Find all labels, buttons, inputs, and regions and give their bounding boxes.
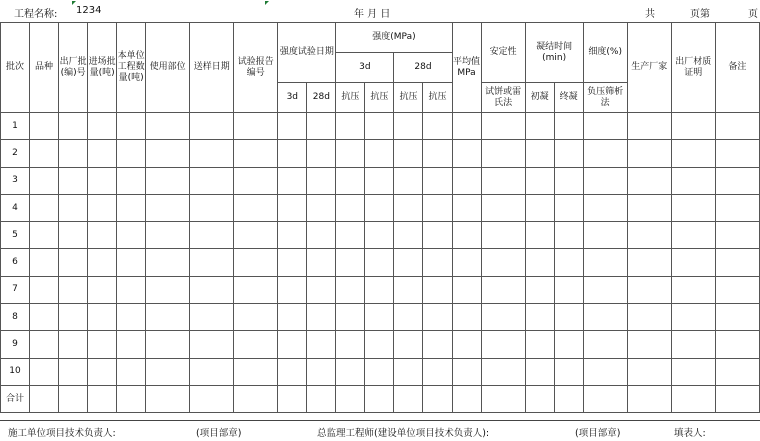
table-cell[interactable] <box>423 113 452 140</box>
table-cell[interactable] <box>278 194 307 221</box>
table-cell[interactable] <box>671 358 715 385</box>
table-cell[interactable] <box>146 304 190 331</box>
table-row <box>1 194 760 221</box>
table-row <box>1 113 760 140</box>
table-cell[interactable] <box>278 385 307 412</box>
table-cell[interactable] <box>671 222 715 249</box>
table-cell[interactable] <box>234 276 278 303</box>
table-cell[interactable] <box>525 249 554 276</box>
col-test-3d: 3d <box>278 83 307 113</box>
table-cell[interactable] <box>146 358 190 385</box>
table-cell[interactable] <box>481 304 525 331</box>
col-strength-test-date: 强度试验日期 <box>278 23 336 83</box>
table-cell[interactable] <box>583 222 627 249</box>
col-remarks: 备注 <box>715 23 759 113</box>
table-row <box>1 222 760 249</box>
header-bar <box>0 0 760 23</box>
table-cell[interactable] <box>30 331 59 358</box>
table-cell[interactable] <box>88 385 117 412</box>
table-cell[interactable] <box>394 113 423 140</box>
table-cell[interactable] <box>627 167 671 194</box>
table-cell[interactable] <box>88 113 117 140</box>
col-sample-date: 送样日期 <box>190 23 234 113</box>
table-cell[interactable] <box>583 194 627 221</box>
table-cell[interactable] <box>117 276 146 303</box>
table-cell[interactable] <box>627 304 671 331</box>
table-cell[interactable] <box>117 358 146 385</box>
col-certificate: 出厂材质证明 <box>671 23 715 113</box>
table-cell[interactable] <box>481 276 525 303</box>
table-cell[interactable] <box>423 358 452 385</box>
table-cell[interactable] <box>30 249 59 276</box>
table-cell[interactable] <box>30 194 59 221</box>
table-cell[interactable] <box>715 249 759 276</box>
table-cell[interactable] <box>423 385 452 412</box>
table-cell[interactable] <box>146 194 190 221</box>
table-cell[interactable] <box>117 140 146 167</box>
table-cell[interactable] <box>627 358 671 385</box>
table-cell[interactable] <box>583 167 627 194</box>
table-cell[interactable] <box>627 222 671 249</box>
table-cell[interactable] <box>336 249 365 276</box>
table-cell[interactable] <box>30 167 59 194</box>
table-cell[interactable] <box>146 140 190 167</box>
table-cell[interactable] <box>117 222 146 249</box>
table-cell[interactable] <box>394 194 423 221</box>
table-cell[interactable] <box>525 358 554 385</box>
table-cell[interactable] <box>278 331 307 358</box>
col-kangya-2: 抗压 <box>365 83 394 113</box>
construction-lead-label: 施工单位项目技术负责人: <box>8 428 116 439</box>
table-cell[interactable] <box>671 331 715 358</box>
table-cell[interactable] <box>307 194 336 221</box>
table-cell[interactable] <box>423 304 452 331</box>
table-cell[interactable] <box>59 385 88 412</box>
table-cell[interactable] <box>190 140 234 167</box>
table-cell[interactable] <box>307 140 336 167</box>
table-cell[interactable] <box>278 276 307 303</box>
table-cell[interactable] <box>117 113 146 140</box>
table-cell[interactable] <box>117 304 146 331</box>
table-cell[interactable] <box>715 358 759 385</box>
seal-label-2: (项目部章) <box>575 428 621 439</box>
col-variety: 品种 <box>30 23 59 113</box>
table-cell[interactable] <box>88 331 117 358</box>
table-cell[interactable] <box>307 331 336 358</box>
table-cell[interactable] <box>365 331 394 358</box>
row-batch-number: 6 <box>1 249 30 276</box>
table-cell[interactable] <box>146 167 190 194</box>
row-batch-number: 1 <box>1 113 30 140</box>
table-cell[interactable] <box>394 276 423 303</box>
table-cell[interactable] <box>59 140 88 167</box>
table-cell[interactable] <box>117 167 146 194</box>
col-batch: 批次 <box>1 23 30 113</box>
total-row <box>1 385 760 412</box>
table-cell[interactable] <box>234 113 278 140</box>
table-cell[interactable] <box>146 331 190 358</box>
col-kangya-4: 抗压 <box>423 83 452 113</box>
table-cell[interactable] <box>59 167 88 194</box>
table-cell[interactable] <box>190 304 234 331</box>
table-cell[interactable] <box>59 358 88 385</box>
table-cell[interactable] <box>365 304 394 331</box>
table-cell[interactable] <box>59 113 88 140</box>
table-cell[interactable] <box>627 331 671 358</box>
table-cell[interactable] <box>423 249 452 276</box>
table-cell[interactable] <box>525 304 554 331</box>
table-cell[interactable] <box>423 167 452 194</box>
table-cell[interactable] <box>525 385 554 412</box>
test-record-table <box>0 22 760 413</box>
table-cell[interactable] <box>234 222 278 249</box>
table-cell[interactable] <box>423 276 452 303</box>
table-cell[interactable] <box>365 222 394 249</box>
table-cell[interactable] <box>627 194 671 221</box>
table-cell[interactable] <box>715 140 759 167</box>
table-cell[interactable] <box>423 222 452 249</box>
table-cell[interactable] <box>394 304 423 331</box>
supervisor-label: 总监理工程师(建设单位项目技术负责人): <box>317 428 490 439</box>
table-cell[interactable] <box>627 249 671 276</box>
table-cell[interactable] <box>525 222 554 249</box>
table-cell[interactable] <box>715 304 759 331</box>
table-cell[interactable] <box>481 167 525 194</box>
table-cell[interactable] <box>554 222 583 249</box>
signature-footer <box>0 420 760 441</box>
table-cell[interactable] <box>554 140 583 167</box>
table-cell[interactable] <box>715 167 759 194</box>
table-cell[interactable] <box>715 194 759 221</box>
table-cell[interactable] <box>481 194 525 221</box>
table-cell[interactable] <box>423 140 452 167</box>
table-cell[interactable] <box>671 167 715 194</box>
table-cell[interactable] <box>307 358 336 385</box>
table-cell[interactable] <box>278 113 307 140</box>
table-cell[interactable] <box>627 276 671 303</box>
table-cell[interactable] <box>88 194 117 221</box>
table-cell[interactable] <box>554 304 583 331</box>
table-cell[interactable] <box>525 331 554 358</box>
table-cell[interactable] <box>452 385 481 412</box>
table-cell[interactable] <box>88 358 117 385</box>
project-name-label: 工程名称: <box>14 9 58 20</box>
table-cell[interactable] <box>554 358 583 385</box>
col-report-no: 试验报告编号 <box>234 23 278 113</box>
table-row <box>1 304 760 331</box>
page-number-label: 页第 <box>690 9 710 20</box>
table-cell[interactable] <box>452 358 481 385</box>
table-cell[interactable] <box>190 358 234 385</box>
table-cell[interactable] <box>190 331 234 358</box>
table-cell[interactable] <box>481 113 525 140</box>
table-cell[interactable] <box>146 276 190 303</box>
table-cell[interactable] <box>190 194 234 221</box>
col-factory-batch: 出厂批(编)号 <box>59 23 88 113</box>
table-cell[interactable] <box>394 140 423 167</box>
table-cell[interactable] <box>190 167 234 194</box>
filler-label: 填表人: <box>674 428 706 439</box>
table-row <box>1 140 760 167</box>
table-cell[interactable] <box>583 331 627 358</box>
table-cell[interactable] <box>423 194 452 221</box>
table-cell[interactable] <box>554 331 583 358</box>
table-cell[interactable] <box>583 113 627 140</box>
table-cell[interactable] <box>481 249 525 276</box>
col-test-28d: 28d <box>307 83 336 113</box>
table-row <box>1 167 760 194</box>
table-cell[interactable] <box>278 140 307 167</box>
table-cell[interactable] <box>394 222 423 249</box>
table-cell[interactable] <box>452 194 481 221</box>
table-cell[interactable] <box>59 276 88 303</box>
table-cell[interactable] <box>365 385 394 412</box>
table-cell[interactable] <box>627 140 671 167</box>
table-cell[interactable] <box>59 194 88 221</box>
table-cell[interactable] <box>59 222 88 249</box>
table-cell[interactable] <box>336 331 365 358</box>
table-cell[interactable] <box>307 249 336 276</box>
table-cell[interactable] <box>59 249 88 276</box>
total-pages-label: 共 <box>645 9 655 20</box>
table-cell[interactable] <box>671 194 715 221</box>
total-label: 合计 <box>1 385 30 412</box>
table-cell[interactable] <box>554 167 583 194</box>
project-name-value[interactable]: 1234 <box>76 5 102 16</box>
table-cell[interactable] <box>88 140 117 167</box>
table-cell[interactable] <box>481 331 525 358</box>
table-cell[interactable] <box>336 276 365 303</box>
table-cell[interactable] <box>336 304 365 331</box>
table-cell[interactable] <box>671 140 715 167</box>
table-cell[interactable] <box>481 222 525 249</box>
table-cell[interactable] <box>336 222 365 249</box>
table-cell[interactable] <box>583 249 627 276</box>
table-cell[interactable] <box>190 113 234 140</box>
table-cell[interactable] <box>394 249 423 276</box>
table-cell[interactable] <box>30 358 59 385</box>
table-cell[interactable] <box>554 249 583 276</box>
table-cell[interactable] <box>88 276 117 303</box>
col-final-set: 终凝 <box>554 83 583 113</box>
table-cell[interactable] <box>452 331 481 358</box>
table-cell[interactable] <box>30 140 59 167</box>
row-batch-number: 2 <box>1 140 30 167</box>
row-batch-number: 3 <box>1 167 30 194</box>
table-cell[interactable] <box>715 331 759 358</box>
table-row <box>1 249 760 276</box>
table-cell[interactable] <box>671 385 715 412</box>
table-cell[interactable] <box>307 276 336 303</box>
table-cell[interactable] <box>554 194 583 221</box>
table-cell[interactable] <box>394 167 423 194</box>
table-cell[interactable] <box>452 276 481 303</box>
seal-label-1: (项目部章) <box>196 428 242 439</box>
col-kangya-3: 抗压 <box>394 83 423 113</box>
row-batch-number: 4 <box>1 194 30 221</box>
date-label: 年 月 日 <box>354 9 391 20</box>
table-cell[interactable] <box>117 194 146 221</box>
table-cell[interactable] <box>627 113 671 140</box>
col-kangya-1: 抗压 <box>336 83 365 113</box>
table-cell[interactable] <box>423 331 452 358</box>
table-cell[interactable] <box>365 140 394 167</box>
table-cell[interactable] <box>30 113 59 140</box>
table-cell[interactable] <box>278 249 307 276</box>
col-fineness: 细度(%) <box>583 23 627 83</box>
col-usage: 使用部位 <box>146 23 190 113</box>
row-batch-number: 7 <box>1 276 30 303</box>
table-cell[interactable] <box>394 358 423 385</box>
table-cell[interactable] <box>234 167 278 194</box>
col-stability: 安定性 <box>481 23 525 83</box>
table-cell[interactable] <box>481 140 525 167</box>
table-cell[interactable] <box>190 385 234 412</box>
table-cell[interactable] <box>525 276 554 303</box>
row-batch-number: 9 <box>1 331 30 358</box>
table-cell[interactable] <box>336 194 365 221</box>
table-cell[interactable] <box>583 385 627 412</box>
table-cell[interactable] <box>452 140 481 167</box>
table-cell[interactable] <box>671 304 715 331</box>
table-cell[interactable] <box>234 358 278 385</box>
row-batch-number: 8 <box>1 304 30 331</box>
table-cell[interactable] <box>627 385 671 412</box>
table-row <box>1 276 760 303</box>
table-cell[interactable] <box>715 113 759 140</box>
table-cell[interactable] <box>336 113 365 140</box>
table-cell[interactable] <box>671 249 715 276</box>
table-cell[interactable] <box>452 113 481 140</box>
table-cell[interactable] <box>307 304 336 331</box>
col-entry-batch: 进场批量(吨) <box>88 23 117 113</box>
table-cell[interactable] <box>30 276 59 303</box>
table-cell[interactable] <box>554 276 583 303</box>
col-strength-28d: 28d <box>394 53 452 83</box>
col-stability-method: 试饼或雷氏法 <box>481 83 525 113</box>
table-cell[interactable] <box>190 249 234 276</box>
table-cell[interactable] <box>336 140 365 167</box>
table-cell[interactable] <box>30 385 59 412</box>
table-cell[interactable] <box>452 222 481 249</box>
table-cell[interactable] <box>278 304 307 331</box>
table-cell[interactable] <box>365 113 394 140</box>
table-cell[interactable] <box>554 385 583 412</box>
table-cell[interactable] <box>234 194 278 221</box>
table-cell[interactable] <box>525 140 554 167</box>
table-cell[interactable] <box>525 167 554 194</box>
table-row <box>1 358 760 385</box>
table-cell[interactable] <box>525 194 554 221</box>
table-cell[interactable] <box>554 113 583 140</box>
table-cell[interactable] <box>481 385 525 412</box>
table-cell[interactable] <box>88 167 117 194</box>
table-cell[interactable] <box>30 304 59 331</box>
table-cell[interactable] <box>307 167 336 194</box>
col-manufacturer: 生产厂家 <box>627 23 671 113</box>
page-suffix-label: 页 <box>748 9 758 20</box>
table-cell[interactable] <box>146 385 190 412</box>
table-cell[interactable] <box>146 113 190 140</box>
table-cell[interactable] <box>307 222 336 249</box>
table-cell[interactable] <box>146 222 190 249</box>
table-cell[interactable] <box>234 140 278 167</box>
table-cell[interactable] <box>452 249 481 276</box>
table-cell[interactable] <box>234 385 278 412</box>
table-cell[interactable] <box>583 276 627 303</box>
table-cell[interactable] <box>671 113 715 140</box>
table-cell[interactable] <box>715 222 759 249</box>
col-sieve: 负压筛析法 <box>583 83 627 113</box>
table-cell[interactable] <box>278 222 307 249</box>
table-cell[interactable] <box>452 304 481 331</box>
table-cell[interactable] <box>146 249 190 276</box>
table-cell[interactable] <box>583 304 627 331</box>
col-setting-time: 凝结时间(min) <box>525 23 583 83</box>
table-cell[interactable] <box>365 167 394 194</box>
table-cell[interactable] <box>307 385 336 412</box>
table-cell[interactable] <box>278 167 307 194</box>
table-cell[interactable] <box>336 385 365 412</box>
col-unit-qty: 本单位工程数量(吨) <box>117 23 146 113</box>
table-cell[interactable] <box>88 222 117 249</box>
table-cell[interactable] <box>117 331 146 358</box>
table-cell[interactable] <box>59 304 88 331</box>
table-cell[interactable] <box>365 249 394 276</box>
table-cell[interactable] <box>583 140 627 167</box>
table-cell[interactable] <box>715 385 759 412</box>
table-cell[interactable] <box>365 358 394 385</box>
col-avg-value: 平均值MPa <box>452 23 481 113</box>
table-cell[interactable] <box>452 167 481 194</box>
table-cell[interactable] <box>190 222 234 249</box>
table-cell[interactable] <box>88 249 117 276</box>
col-strength-3d: 3d <box>336 53 394 83</box>
table-cell[interactable] <box>525 113 554 140</box>
table-cell[interactable] <box>671 276 715 303</box>
table-cell[interactable] <box>481 358 525 385</box>
table-cell[interactable] <box>336 167 365 194</box>
table-cell[interactable] <box>234 249 278 276</box>
table-cell[interactable] <box>88 304 117 331</box>
table-cell[interactable] <box>59 331 88 358</box>
col-initial-set: 初凝 <box>525 83 554 113</box>
row-batch-number: 5 <box>1 222 30 249</box>
row-batch-number: 10 <box>1 358 30 385</box>
table-row <box>1 331 760 358</box>
table-cell[interactable] <box>336 358 365 385</box>
col-strength-mpa: 强度(MPa) <box>336 23 452 53</box>
table-cell[interactable] <box>307 113 336 140</box>
table-cell[interactable] <box>365 276 394 303</box>
table-cell[interactable] <box>394 331 423 358</box>
table-cell[interactable] <box>278 358 307 385</box>
table-cell[interactable] <box>190 276 234 303</box>
table-cell[interactable] <box>117 249 146 276</box>
table-cell[interactable] <box>117 385 146 412</box>
table-cell[interactable] <box>394 385 423 412</box>
cell-marker <box>265 1 269 5</box>
table-cell[interactable] <box>234 304 278 331</box>
table-cell[interactable] <box>234 331 278 358</box>
table-cell[interactable] <box>365 194 394 221</box>
table-cell[interactable] <box>583 358 627 385</box>
table-cell[interactable] <box>30 222 59 249</box>
table-cell[interactable] <box>715 276 759 303</box>
